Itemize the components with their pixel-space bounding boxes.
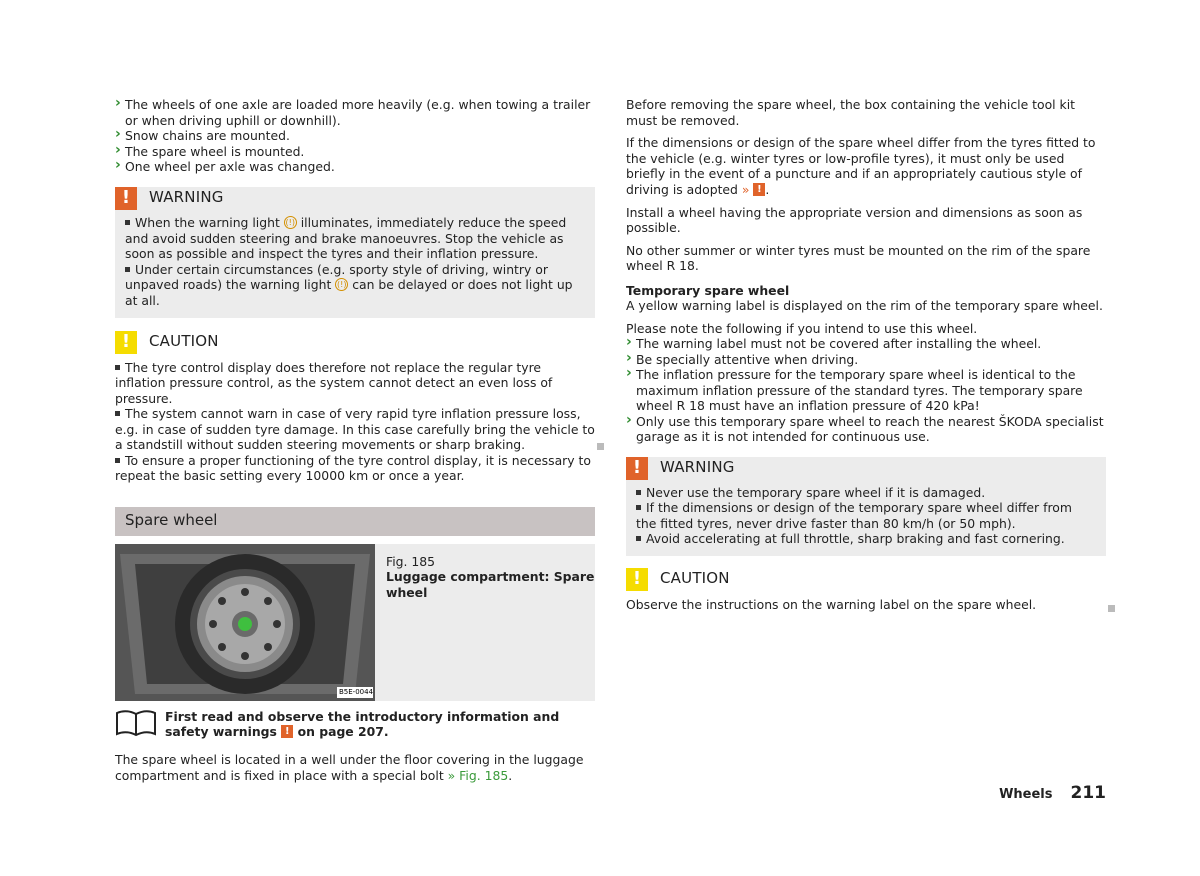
read-first-note: [115, 709, 595, 741]
caution-title: CAUTION: [149, 332, 219, 351]
warning-link[interactable]: »: [741, 181, 750, 197]
warning-box: [626, 457, 1106, 556]
caution-icon: !: [626, 568, 648, 591]
image-code: B5E-0044: [339, 687, 374, 696]
tyre-pressure-light-icon: (!): [337, 280, 347, 289]
figure-caption: Luggage compartment: Spare wheel: [386, 569, 595, 600]
list-item: › Snow chains are mounted.: [115, 128, 595, 144]
paragraph: No other summer or winter tyres must be mounted on the rim of the spare wheel R 18.: [626, 242, 1091, 273]
caution-text: Observe the instructions on the warning label on the spare wheel.: [626, 596, 1037, 612]
warning-item: Under certain circumstances (e.g. sporty style of driving, wintry or unpaved roads) the warning light (!) can be delayed or does not light up at all.: [125, 261, 573, 308]
warning-ref-icon: !: [281, 725, 293, 738]
figure-label: Fig. 185: [386, 553, 436, 569]
paragraph: Before removing the spare wheel, the box containing the vehicle tool kit must be removed.: [626, 97, 1076, 128]
spare-wheel-body: The spare wheel is located in a well under the floor covering in the luggage compartment and is fixed in place with a special bolt » Fig. 185.: [115, 752, 584, 783]
warning-item: Avoid accelerating at full throttle, sharp braking and fast cornering.: [636, 531, 1096, 547]
tyre-pressure-light-icon: (!): [285, 217, 295, 227]
list-item: › The inflation pressure for the temporary spare wheel is identical to the maximum inflation pressure of the standard tyres. The temporary spare wheel R 18 must have an inflation pressure of 420 kPa!: [626, 367, 1106, 414]
page-number: 211: [1070, 783, 1106, 803]
end-marker: [1108, 605, 1115, 612]
caution-box: [626, 568, 1106, 613]
book-icon: [115, 709, 157, 737]
list-item: › The wheels of one axle are loaded more heavily (e.g. when towing a trailer or when driving uphill or downhill).: [115, 97, 595, 128]
list-item: › One wheel per axle was changed.: [115, 159, 595, 175]
caution-box: [115, 331, 595, 484]
end-marker: [597, 443, 604, 450]
paragraph: If the dimensions or design of the spare wheel differ from the tyres fitted to the vehicle (e.g. winter tyres or low-profile tyres), it must only be used briefly in the event of a puncture and if an appropriately cautious style of driving is adopted » ! .: [626, 135, 1096, 197]
right-column: [626, 97, 1106, 612]
page-footer: [999, 783, 1106, 803]
figure: [115, 544, 595, 701]
paragraph: Please note the following if you intend to use this wheel.: [626, 320, 978, 336]
list-item: › Be specially attentive when driving.: [626, 352, 1106, 368]
section-heading: Spare wheel: [115, 507, 595, 536]
caution-item: The system cannot warn in case of very rapid tyre inflation pressure loss, e.g. in case of sudden tyre damage. In this case carefully bring the vehicle to a standstill without sudden steering movements or sharp braking.: [115, 406, 595, 452]
bullet-list: [626, 336, 1106, 445]
paragraph: A yellow warning label is displayed on the rim of the temporary spare wheel.: [626, 298, 1103, 313]
figure-link[interactable]: » Fig. 185: [447, 767, 509, 783]
spare-wheel-image: [115, 544, 375, 701]
subheading: Temporary spare wheel: [626, 282, 790, 298]
caution-icon: !: [115, 331, 137, 354]
warning-ref-icon: !: [753, 183, 765, 196]
warning-item: If the dimensions or design of the temporary spare wheel differ from the fitted tyres, never drive faster than 80 km/h (or 50 mph).: [636, 500, 1072, 531]
caution-item: The tyre control display does therefore not replace the regular tyre inflation pressure control, as the system cannot detect an even loss of pressure.: [115, 359, 553, 406]
warning-box: [115, 187, 595, 318]
paragraph: Install a wheel having the appropriate version and dimensions as soon as possible.: [626, 204, 1083, 235]
warning-icon: !: [115, 187, 137, 210]
caution-title: CAUTION: [660, 569, 730, 588]
warning-item: Never use the temporary spare wheel if it is damaged.: [636, 485, 1096, 501]
left-column: [115, 97, 595, 783]
list-item: › The warning label must not be covered after installing the wheel.: [626, 336, 1106, 352]
warning-item: When the warning light (!) illuminates, immediately reduce the speed and avoid sudden steering and brake manoeuvres. Stop the vehicle as soon as possible and inspect the tyres and their inflation pressure.: [125, 214, 567, 261]
warning-title: WARNING: [660, 458, 735, 477]
list-item: › The spare wheel is mounted.: [115, 144, 595, 160]
footer-section: Wheels: [999, 787, 1053, 802]
read-first-text: First read and observe the introductory information and safety warnings ! on page 207.: [165, 708, 560, 739]
warning-title: WARNING: [149, 188, 224, 207]
figure-caption-block: [375, 544, 595, 701]
warning-icon: !: [626, 457, 648, 480]
caution-item: To ensure a proper functioning of the tyre control display, it is necessary to repeat the basic setting every 10000 km or once a year.: [115, 452, 591, 483]
bullet-list: [115, 97, 595, 175]
list-item: › Only use this temporary spare wheel to reach the nearest ŠKODA specialist garage as it is not intended for continuous use.: [626, 414, 1106, 445]
